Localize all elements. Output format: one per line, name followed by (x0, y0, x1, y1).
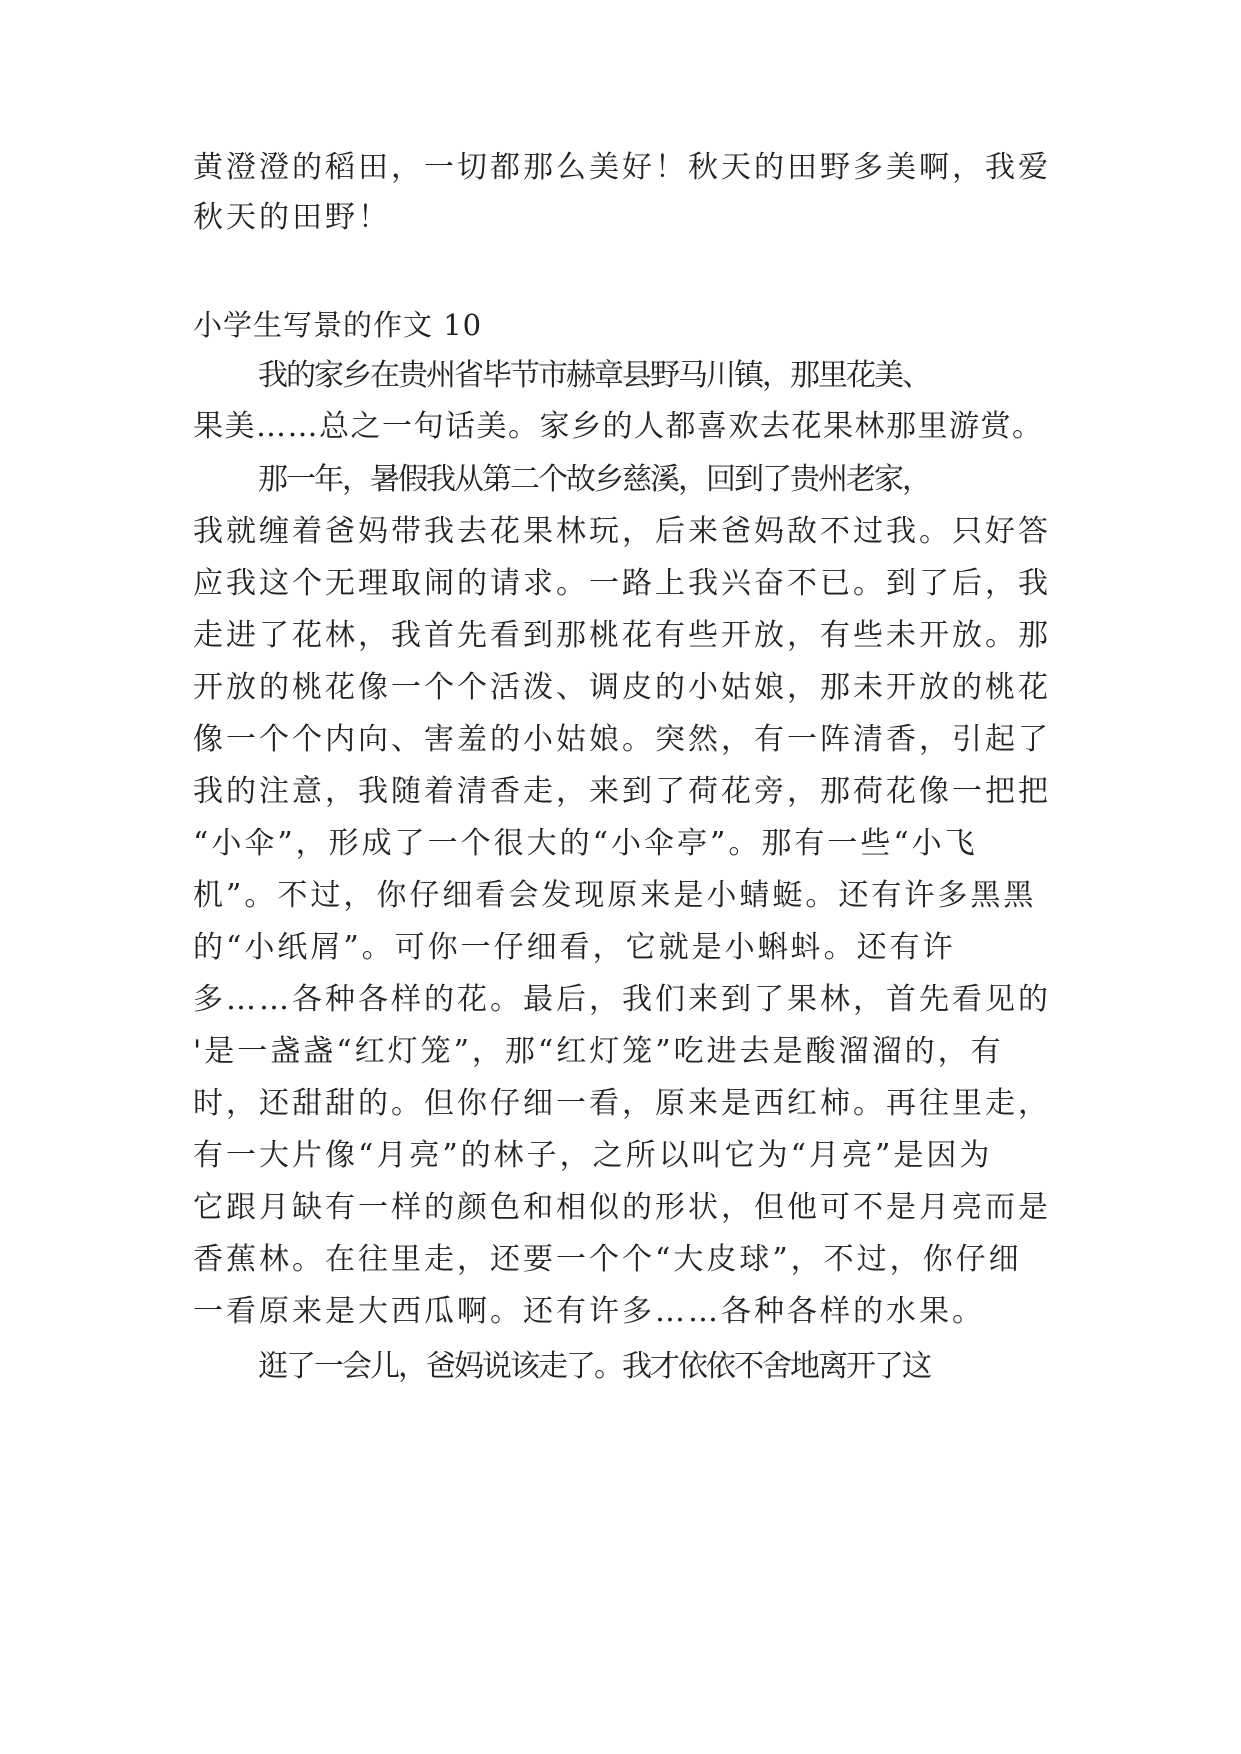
paragraph-line: 逛了一会儿，爸妈说该走了。我才依依不舍地离开了这 (258, 1349, 930, 1384)
paragraph-line: '是一盏盏“红灯笼”，那“红灯笼”吃进去是酸溜溜的，有 (193, 1034, 1004, 1069)
paragraph-line: 它跟月缺有一样的颜色和相似的形状，但他可不是月亮而是 (193, 1190, 1051, 1225)
section-title: 小学生写景的作文 10 (193, 308, 483, 342)
paragraph-line: 像一个个内向、害羞的小姑娘。突然，有一阵清香，引起了 (193, 722, 1051, 757)
carryover-line: 秋天的田野！ (193, 200, 391, 235)
paragraph-line: 多……各种各样的花。最后，我们来到了果林，首先看见的 (193, 982, 1051, 1017)
paragraph-line: 香蕉林。在往里走，还要一个个“大皮球”，不过，你仔细 (193, 1242, 1022, 1277)
paragraph-line: 有一大片像“月亮”的林子，之所以叫它为“月亮”是因为 (193, 1138, 993, 1173)
paragraph-line: 应我这个无理取闹的请求。一路上我兴奋不已。到了后，我 (193, 566, 1051, 601)
carryover-line: 黄澄澄的稻田，一切都那么美好！秋天的田野多美啊，我爱 (193, 150, 1051, 185)
paragraph-line: 我的家乡在贵州省毕节市赫章县野马川镇，那里花美、 (258, 358, 930, 393)
paragraph-line: 那一年，暑假我从第二个故乡慈溪，回到了贵州老家， (258, 462, 930, 497)
paragraph-line: 机”。不过，你仔细看会发现原来是小蜻蜓。还有许多黑黑 (193, 878, 1037, 913)
paragraph-line: 开放的桃花像一个个活泼、调皮的小姑娘，那未开放的桃花 (193, 670, 1051, 705)
paragraph-line: 走进了花林，我首先看到那桃花有些开放，有些未开放。那 (193, 618, 1051, 653)
paragraph-line: 时，还甜甜的。但你仔细一看，原来是西红柿。再往里走， (193, 1086, 1051, 1121)
paragraph-line: 我就缠着爸妈带我去花果林玩，后来爸妈敌不过我。只好答 (193, 514, 1051, 549)
paragraph-line: 果美……总之一句话美。家乡的人都喜欢去花果林那里游赏。 (193, 409, 1044, 444)
paragraph-line: 我的注意，我随着清香走，来到了荷花旁，那荷花像一把把 (193, 774, 1051, 809)
paragraph-line: 一看原来是大西瓜啊。还有许多……各种各样的水果。 (193, 1294, 985, 1329)
paragraph-line: “小伞”，形成了一个很大的“小伞亭”。那有一些“小飞 (193, 826, 978, 861)
paragraph-line: 的“小纸屑”。可你一仔细看，它就是小蝌蚪。还有许 (193, 930, 956, 965)
